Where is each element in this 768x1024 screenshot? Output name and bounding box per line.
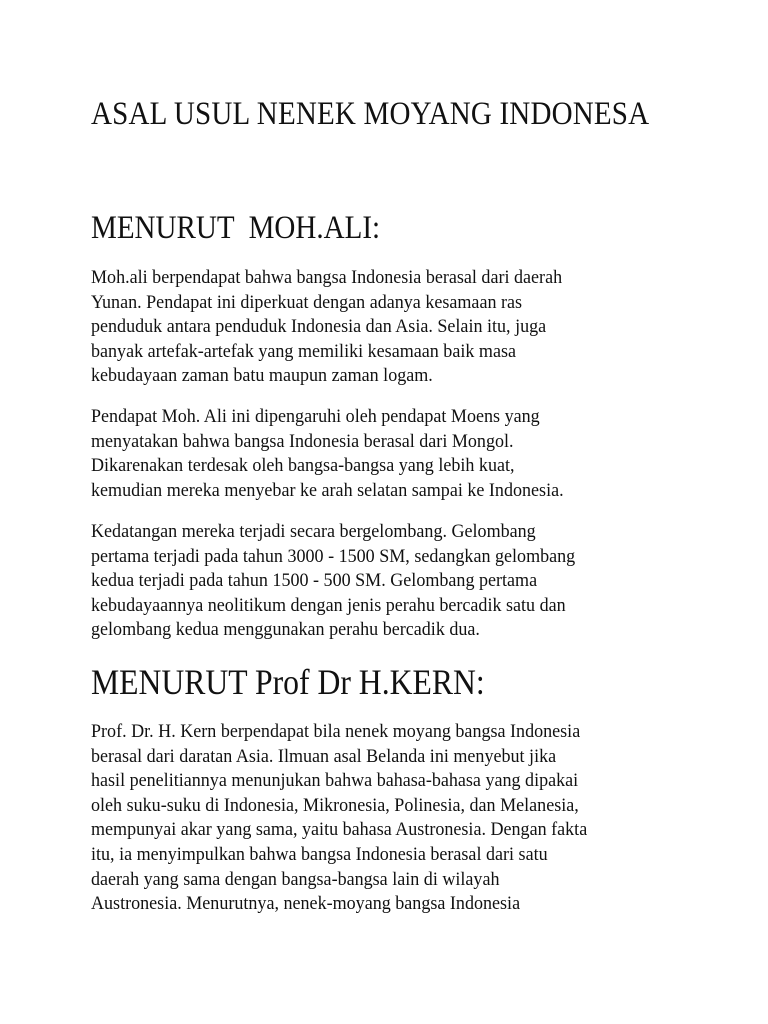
paragraph-moh-ali-3 (91, 520, 731, 643)
paragraph-kern-1 (91, 720, 731, 917)
paragraph-moh-ali-1 (91, 266, 731, 389)
text-line: mempunyai akar yang sama, yaitu bahasa Austronesia. Dengan fakta (91, 819, 588, 841)
text-line: daerah yang sama dengan bangsa-bangsa lain di wilayah (91, 868, 500, 890)
text-line: pertama terjadi pada tahun 3000 - 1500 SM, sedangkan gelombang (91, 545, 576, 567)
text-line: oleh suku-suku di Indonesia, Mikronesia, Polinesia, dan Melanesia, (91, 794, 579, 816)
text-line: hasil penelitiannya menunjukan bahwa bahasa-bahasa yang dipakai (91, 770, 579, 792)
text-line: kedua terjadi pada tahun 1500 - 500 SM. Gelombang pertama (91, 570, 538, 592)
text-line: Austronesia. Menurutnya, nenek-moyang bangsa Indonesia (91, 893, 521, 915)
text-line: Kedatangan mereka terjadi secara bergelombang. Gelombang (91, 521, 536, 542)
text-line: gelombang kedua menggunakan perahu bercadik dua. (91, 619, 480, 641)
paragraph-moh-ali-2 (91, 405, 731, 503)
text-line: banyak artefak-artefak yang memiliki kesamaan baik masa (91, 340, 516, 362)
text-line: menyatakan bahwa bangsa Indonesia berasal dari Mongol. (91, 430, 514, 452)
text-line: kemudian mereka menyebar ke arah selatan sampai ke Indonesia. (91, 479, 564, 501)
text-line: Pendapat Moh. Ali ini dipengaruhi oleh pendapat Moens yang (91, 406, 540, 427)
text-line: berasal dari daratan Asia. Ilmuan asal Belanda ini menyebut jika (91, 745, 557, 767)
section-heading-moh-ali: MENURUT MOH.ALI: (91, 210, 381, 246)
section-heading-kern: MENURUT Prof Dr H.KERN: (91, 662, 485, 702)
text-line: itu, ia menyimpulkan bahwa bangsa Indonesia berasal dari satu (91, 843, 548, 865)
text-line: Prof. Dr. H. Kern berpendapat bila nenek moyang bangsa Indonesia (91, 721, 581, 742)
document-title: ASAL USUL NENEK MOYANG INDONESA (91, 96, 650, 132)
text-line: kebudayaannya neolitikum dengan jenis perahu bercadik satu dan (91, 594, 566, 616)
text-line: Yunan. Pendapat ini diperkuat dengan adanya kesamaan ras (91, 291, 523, 313)
text-line: kebudayaan zaman batu maupun zaman logam. (91, 365, 433, 387)
text-line: Moh.ali berpendapat bahwa bangsa Indonesia berasal dari daerah (91, 267, 563, 288)
text-line: penduduk antara penduduk Indonesia dan Asia. Selain itu, juga (91, 316, 547, 338)
text-line: Dikarenakan terdesak oleh bangsa-bangsa yang lebih kuat, (91, 455, 515, 477)
